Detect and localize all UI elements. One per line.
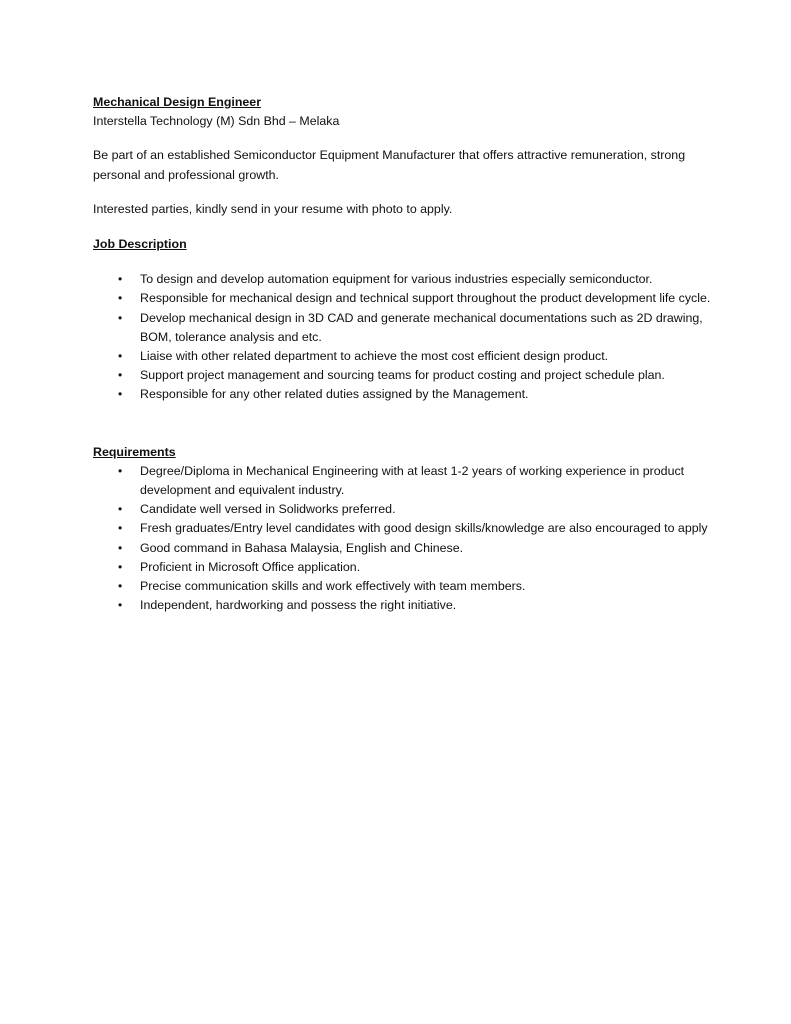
job-posting-document <box>93 93 713 615</box>
company-name: Interstella Technology (M) Sdn Bhd – Melaka <box>93 114 340 129</box>
spacer <box>93 254 713 270</box>
bullet-icon: • <box>118 559 123 574</box>
requirement-item: • Fresh graduates/Entry level candidates with good design skills/knowledge are also encouraged to apply <box>93 519 713 538</box>
bullet-icon: • <box>118 598 123 613</box>
requirement-item: • Independent, hardworking and possess the right initiative. <box>93 596 713 615</box>
job-description-list <box>93 270 713 404</box>
bullet-icon: • <box>118 272 123 287</box>
bullet-icon: • <box>118 579 123 594</box>
requirements-heading: Requirements <box>93 444 176 459</box>
bullet-icon: • <box>118 502 123 517</box>
requirement-item: • Candidate well versed in Solidworks preferred. <box>93 500 713 519</box>
bullet-icon: • <box>118 291 123 306</box>
bullet-icon: • <box>118 368 123 383</box>
job-description-item: • To design and develop automation equipment for various industries especially semiconductor. <box>93 270 713 289</box>
bullet-icon: • <box>118 349 123 364</box>
job-title: Mechanical Design Engineer <box>93 95 262 109</box>
spacer <box>93 219 713 235</box>
requirement-item: • Precise communication skills and work effectively with team members. <box>93 577 713 596</box>
bullet-icon: • <box>118 540 123 555</box>
intro-paragraph: Be part of an established Semiconductor Equipment Manufacturer that offers attractive remuneration, strong personal and professional growth. <box>93 148 686 182</box>
job-description-item: • Liaise with other related department to achieve the most cost efficient design product. <box>93 347 713 366</box>
job-description-item: • Responsible for any other related duties assigned by the Management. <box>93 385 713 404</box>
spacer <box>93 131 713 146</box>
bullet-icon: • <box>118 521 123 536</box>
job-description-item: • Responsible for mechanical design and technical support throughout the product development life cycle. <box>93 289 713 308</box>
bullet-icon: • <box>118 463 123 478</box>
job-description-item: • Support project management and sourcing teams for product costing and project schedule plan. <box>93 366 713 385</box>
spacer <box>93 405 713 443</box>
requirements-list <box>93 462 713 616</box>
apply-instructions: Interested parties, kindly send in your resume with photo to apply. <box>93 201 453 216</box>
spacer <box>93 185 713 200</box>
job-description-heading: Job Description <box>93 237 187 252</box>
requirement-item: • Proficient in Microsoft Office application. <box>93 558 713 577</box>
requirement-item: • Degree/Diploma in Mechanical Engineering with at least 1-2 years of working experience in product development and equivalent industry. <box>118 463 685 498</box>
job-description-item: • Develop mechanical design in 3D CAD and generate mechanical documentations such as 2D drawing, BOM, tolerance analysis and etc. <box>118 310 703 344</box>
requirement-item: • Good command in Bahasa Malaysia, English and Chinese. <box>93 539 713 558</box>
bullet-icon: • <box>118 387 123 402</box>
bullet-icon: • <box>118 310 123 325</box>
